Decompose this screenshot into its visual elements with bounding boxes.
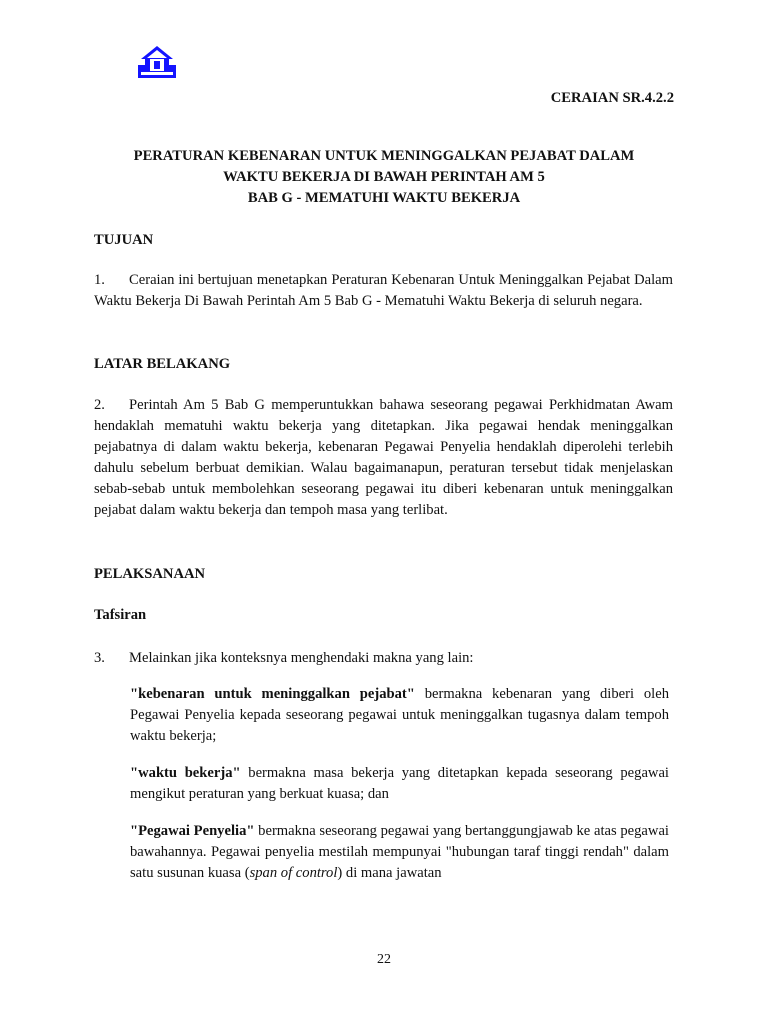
paragraph-number: 2. xyxy=(94,397,105,413)
heading-latar-belakang: LATAR BELAKANG xyxy=(94,356,231,372)
title-line-1: PERATURAN KEBENARAN UNTUK MENINGGALKAN PEJABAT DALAM xyxy=(133,148,635,164)
paragraph-number: 3. xyxy=(94,650,105,666)
definition-text: bermakna masa bekerja yang ditetapkan kepada seseorang pegawai mengikut peraturan yang berkuat kuasa; dan xyxy=(130,765,669,802)
definition-italic-text: span of control xyxy=(249,865,338,881)
paragraph-text: Ceraian ini bertujuan menetapkan Peraturan Kebenaran Untuk Meninggalkan Pejabat Dalam Waktu Bekerja Di Bawah Perintah Am 5 Bab G - Mematuhi Waktu Bekerja di seluruh negara. xyxy=(94,272,673,309)
paragraph-1 xyxy=(94,270,673,312)
title-line-3: BAB G - MEMATUHI WAKTU BEKERJA xyxy=(247,190,521,206)
heading-tafsiran: Tafsiran xyxy=(94,607,147,623)
heading-pelaksanaan: PELAKSANAAN xyxy=(94,566,206,582)
definition-kebenaran xyxy=(130,684,669,747)
house-logo-icon xyxy=(137,45,177,79)
definition-text: bermakna seseorang pegawai yang bertanggungjawab ke atas pegawai bawahannya. Pegawai penyelia mestilah mempunyai "hubungan taraf tinggi rendah" dalam satu susunan kuasa ( xyxy=(130,823,669,881)
paragraph-3 xyxy=(94,648,673,669)
page-number: 22 xyxy=(377,952,391,967)
definition-waktu-bekerja xyxy=(130,763,669,805)
document-title xyxy=(94,146,674,209)
definition-term: "Pegawai Penyelia" xyxy=(130,823,255,839)
title-line-2: WAKTU BEKERJA DI BAWAH PERINTAH AM 5 xyxy=(223,169,545,185)
paragraph-2 xyxy=(94,395,673,521)
definition-text: bermakna kebenaran yang diberi oleh Pegawai Penyelia kepada seseorang pegawai untuk meninggalkan tugasnya dalam tempoh waktu bekerja; xyxy=(130,686,669,744)
definition-term: "kebenaran untuk meninggalkan pejabat" xyxy=(130,686,415,702)
paragraph-text: Melainkan jika konteksnya menghendaki makna yang lain: xyxy=(129,650,474,666)
paragraph-number: 1. xyxy=(94,272,105,288)
reference-code: CERAIAN SR.4.2.2 xyxy=(550,90,674,106)
heading-tujuan: TUJUAN xyxy=(94,232,154,248)
paragraph-text: Perintah Am 5 Bab G memperuntukkan bahawa seseorang pegawai Perkhidmatan Awam hendaklah mematuhi waktu bekerja yang ditetapkan. Jika pegawai hendak meninggalkan pejabatnya di dalam waktu bekerja, kebenaran Pegawai Penyelia hendaklah diperolehi terlebih dahulu sebelum berbuat demikian. Walau bagaimanapun, peraturan tersebut tidak menjelaskan sebab-sebab untuk membolehkan seseorang pegawai itu diberi kebenaran untuk meninggalkan pejabat dalam waktu bekerja dan tempoh masa yang terlibat. xyxy=(94,397,673,518)
definition-term: "waktu bekerja" xyxy=(130,765,241,781)
definition-text-end: ) di mana jawatan xyxy=(337,865,442,881)
definition-pegawai-penyelia xyxy=(130,821,669,884)
